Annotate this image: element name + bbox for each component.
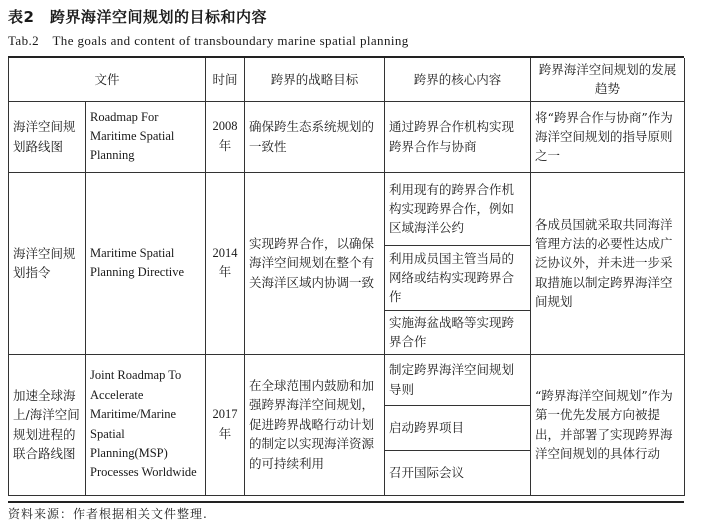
development-trend: 将“跨界合作与协商”作为海洋空间规划的指导原则之一	[531, 101, 685, 172]
table-row	[9, 101, 685, 172]
source-note: 资料来源：作者根据相关文件整理.	[8, 507, 208, 521]
goals-content-table	[8, 58, 685, 496]
doc-year: 2008年	[206, 101, 245, 172]
development-trend: 各成员国就采取共同海洋管理方法的必要性达成广泛协议外，并未进一步采取措施以制定跨界海洋空间规划	[531, 172, 685, 354]
header-goal: 跨界的战略目标	[245, 58, 385, 101]
header-document: 文件	[9, 58, 206, 101]
table-caption-cn: 表2 跨界海洋空间规划的目标和内容	[8, 8, 267, 26]
table-caption-en: Tab.2 The goals and content of transboundary marine spatial planning	[8, 33, 409, 48]
core-content: 启动跨界项目	[385, 405, 531, 450]
header-content: 跨界的核心内容	[385, 58, 531, 101]
doc-name-cn: 海洋空间规划指令	[9, 172, 86, 354]
doc-name-cn: 加速全球海上/海洋空间规划进程的联合路线图	[9, 354, 86, 495]
doc-year: 2017年	[206, 354, 245, 495]
header-time: 时间	[206, 58, 245, 101]
header-trend: 跨界海洋空间规划的发展趋势	[531, 58, 685, 101]
strategic-goal: 确保跨生态系统规划的一致性	[245, 101, 385, 172]
development-trend: “跨界海洋空间规划”作为第一优先发展方向被提出，并部署了实现跨界海洋空间规划的具体行动	[531, 354, 685, 495]
core-content: 利用现有的跨界合作机构实现跨界合作，例如区域海洋公约	[385, 172, 531, 245]
strategic-goal: 在全球范围内鼓励和加强跨界海洋空间规划，促进跨界战略行动计划的制定以实现海洋资源的可持续利用	[245, 354, 385, 495]
core-content: 制定跨界海洋空间规划导则	[385, 354, 531, 405]
strategic-goal: 实现跨界合作，以确保海洋空间规划在整个有关海洋区域内协调一致	[245, 172, 385, 354]
doc-name-en: Joint Roadmap To Accelerate Maritime/Marine Spatial Planning(MSP) Processes Worldwide	[86, 354, 206, 495]
doc-name-en: Roadmap For Maritime Spatial Planning	[86, 101, 206, 172]
core-content: 利用成员国主管当局的网络或结构实现跨界合作	[385, 245, 531, 310]
table-row	[9, 172, 685, 245]
doc-name-cn: 海洋空间规划路线图	[9, 101, 86, 172]
table-row	[9, 354, 685, 405]
doc-year: 2014年	[206, 172, 245, 354]
core-content: 召开国际会议	[385, 450, 531, 495]
core-content: 实施海盆战略等实现跨界合作	[385, 310, 531, 354]
doc-name-en: Maritime Spatial Planning Directive	[86, 172, 206, 354]
bottom-rule	[8, 501, 684, 503]
core-content: 通过跨界合作机构实现跨界合作与协商	[385, 101, 531, 172]
header-row	[9, 58, 685, 101]
